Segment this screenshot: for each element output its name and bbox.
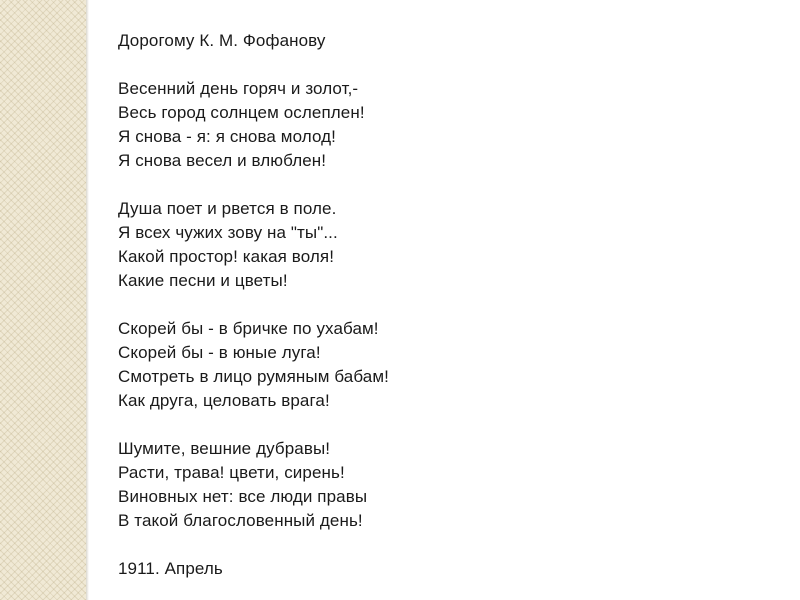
poem-line: Какой простор! какая воля!: [118, 247, 335, 266]
poem-line: Смотреть в лицо румяным бабам!: [118, 367, 389, 386]
poem-line: Шумите, вешние дубравы!: [118, 439, 331, 458]
poem-line: Скорей бы - в бричке по ухабам!: [118, 319, 379, 338]
poem-line: Я снова - я: я снова молод!: [118, 127, 336, 146]
stanza-gap: [118, 53, 738, 77]
stanza-gap: [118, 293, 738, 317]
poem-line: Душа поет и рвется в поле.: [118, 199, 337, 218]
stanza-gap: [118, 413, 738, 437]
poem-date: 1911. Апрель: [118, 559, 223, 578]
poem-dedication: Дорогому К. М. Фофанову: [118, 31, 326, 50]
poem-line: Виновных нет: все люди правы: [118, 487, 368, 506]
stanza-gap: [118, 173, 738, 197]
poem-line: Я снова весел и влюблен!: [118, 151, 327, 170]
stripe-edge-shadow: [86, 0, 89, 600]
poem-text: [118, 29, 738, 581]
poem-line: Как друга, целовать врага!: [118, 391, 330, 410]
poem-line: Какие песни и цветы!: [118, 271, 288, 290]
stanza-gap: [118, 533, 738, 557]
poem-line: Весь город солнцем ослеплен!: [118, 103, 365, 122]
decorative-side-stripe: [0, 0, 86, 600]
poem-line: В такой благословенный день!: [118, 511, 363, 530]
poem-line: Весенний день горяч и золот,-: [118, 79, 359, 98]
poem-line: Скорей бы - в юные луга!: [118, 343, 321, 362]
poem-line: Я всех чужих зову на "ты"...: [118, 223, 338, 242]
poem-line: Расти, трава! цвети, сирень!: [118, 463, 345, 482]
